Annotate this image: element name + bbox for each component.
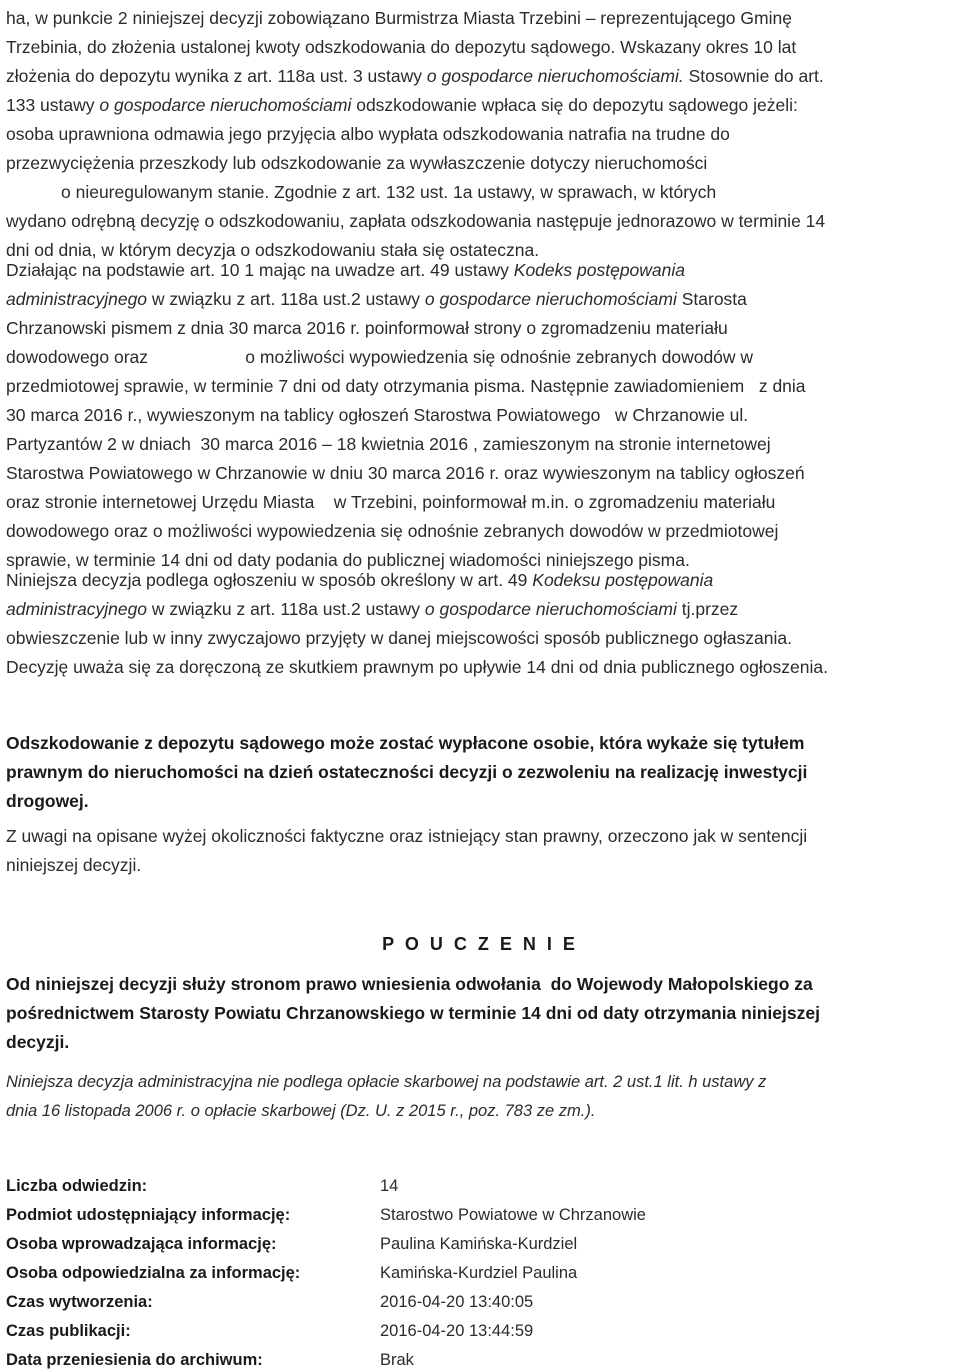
text-line	[6, 6, 792, 30]
text-segment: drogowej.	[6, 791, 89, 811]
metadata-value: Paulina Kamińska-Kurdziel	[380, 1235, 578, 1253]
text-segment: dnia 16 listopada 2006 r. o opłacie skarbowej (Dz. U. z 2015 r., poz. 783 ze zm.).	[6, 1102, 596, 1120]
text-segment: 133 ustawy	[6, 95, 100, 115]
text-line	[6, 597, 738, 621]
text-line	[6, 1001, 820, 1025]
metadata-label: Czas publikacji:	[6, 1322, 131, 1340]
text-segment: Trzebinia, do złożenia ustalonej kwoty odszkodowania do depozytu sądowego. Wskazany okres 10 lat	[6, 37, 797, 57]
text-segment: Niniejsza decyzja administracyjna nie podlega opłacie skarbowej na podstawie art. 2 ust.1 lit. h ustawy z	[6, 1073, 767, 1091]
text-line	[6, 1070, 766, 1094]
text-line	[6, 626, 792, 650]
text-line	[6, 731, 804, 755]
metadata-label: Liczba odwiedzin:	[6, 1177, 148, 1195]
text-segment: przezwyciężenia przeszkody lub odszkodowanie za wywłaszczenie dotyczy nieruchomości	[6, 153, 708, 173]
text-segment: o gospodarce nieruchomościami	[424, 289, 677, 309]
text-segment: o gospodarce nieruchomościami	[99, 95, 352, 115]
text-segment: administracyjnego	[6, 599, 148, 619]
text-line	[6, 93, 798, 117]
text-segment: o nieuregulowanym stanie. Zgodnie z art. 132 ust. 1a ustawy, w sprawach, w których	[61, 182, 717, 202]
text-line	[6, 209, 825, 233]
text-segment: Decyzję uważa się za doręczoną ze skutkiem prawnym po upływie 14 dni od dnia publicznego ogłoszenia.	[6, 657, 828, 677]
text-segment: prawnym do nieruchomości na dzień ostateczności decyzji o zezwoleniu na realizację inwestycji	[6, 762, 808, 782]
text-segment: dni od dnia, w którym decyzja o odszkodowaniu stała się ostateczna.	[6, 240, 540, 260]
text-line	[6, 374, 806, 398]
text-line	[6, 490, 775, 514]
pouczenie-heading: P O U C Z E N I E	[382, 934, 578, 954]
text-line	[6, 789, 89, 813]
text-segment: dowodowego oraz o możliwości wypowiedzenia się odnośnie zebranych dowodów w	[6, 347, 754, 367]
text-segment: w związku z art. 118a ust.2 ustawy	[147, 289, 425, 309]
text-segment: Kodeksu postępowania	[532, 570, 714, 590]
metadata-value: Brak	[380, 1351, 414, 1369]
text-segment: Kodeks postępowania	[513, 260, 686, 280]
text-line	[6, 760, 807, 784]
text-segment: tj.przez	[676, 599, 739, 619]
text-segment: 30 marca 2016 r., wywieszonym na tablicy ogłoszeń Starostwa Powiatowego w Chrzanowie ul.	[6, 405, 749, 425]
text-line	[6, 461, 805, 485]
metadata-value: 2016-04-20 13:44:59	[380, 1322, 534, 1340]
text-segment: Stosownie do art.	[683, 66, 824, 86]
text-segment: obwieszczenie lub w inny zwyczajowo przyjęty w danej miejscowości sposób publicznego ogłaszania.	[6, 628, 792, 648]
text-line	[6, 151, 707, 175]
text-segment: o gospodarce nieruchomościami	[424, 599, 677, 619]
metadata-value: 14	[380, 1177, 399, 1195]
metadata-label: Czas wytworzenia:	[6, 1293, 153, 1311]
text-segment: administracyjnego	[6, 289, 148, 309]
text-segment: sprawie, w terminie 14 dni od daty podania do publicznej wiadomości niniejszego pisma.	[6, 550, 690, 570]
text-segment: przedmiotowej sprawie, w terminie 7 dni od daty otrzymania pisma. Następnie zawiadomieniem z dnia	[6, 376, 806, 396]
text-segment: decyzji.	[6, 1032, 70, 1052]
text-segment: pośrednictwem Starosty Powiatu Chrzanowskiego w terminie 14 dni od daty otrzymania niniejszej	[6, 1003, 820, 1023]
text-line	[6, 345, 753, 369]
text-line	[6, 568, 713, 592]
text-line	[6, 972, 813, 996]
text-segment: Z uwagi na opisane wyżej okoliczności faktyczne oraz istniejący stan prawny, orzeczono jak w sentencji	[6, 826, 808, 846]
metadata-label: Podmiot udostępniający informację:	[6, 1206, 291, 1224]
metadata-value: Kamińska-Kurdziel Paulina	[380, 1264, 578, 1282]
metadata-label: Data przeniesienia do archiwum:	[6, 1351, 263, 1369]
text-segment: odszkodowanie wpłaca się do depozytu sądowego jeżeli:	[351, 95, 798, 115]
text-line	[6, 1099, 595, 1123]
text-line	[6, 316, 728, 340]
text-segment: Działając na podstawie art. 10 1 mając na uwadze art. 49 ustawy	[6, 260, 514, 280]
metadata-value: Starostwo Powiatowe w Chrzanowie	[380, 1206, 646, 1224]
text-segment: Chrzanowski pismem z dnia 30 marca 2016 r. poinformował strony o zgromadzeniu materiału	[6, 318, 728, 338]
text-segment: o gospodarce nieruchomościami.	[426, 66, 684, 86]
text-line	[6, 122, 730, 146]
text-line	[6, 287, 747, 311]
text-segment: Starostwa Powiatowego w Chrzanowie w dniu 30 marca 2016 r. oraz wywieszonym na tablicy ogłoszeń	[6, 463, 805, 483]
text-segment: złożenia do depozytu wynika z art. 118a ust. 3 ustawy	[6, 66, 427, 86]
text-segment: ha, w punkcie 2 niniejszej decyzji zobowiązano Burmistrza Miasta Trzebini – reprezentującego Gminę	[6, 8, 792, 28]
text-segment: oraz stronie internetowej Urzędu Miasta w Trzebini, poinformował m.in. o zgromadzeniu materiału	[6, 492, 776, 512]
text-segment: Odszkodowanie z depozytu sądowego może zostać wypłacone osobie, która wykaże się tytułem	[6, 733, 805, 753]
text-segment: Niniejsza decyzja podlega ogłoszeniu w sposób określony w art. 49	[6, 570, 533, 590]
text-line	[6, 432, 771, 456]
metadata-label: Osoba odpowiedzialna za informację:	[6, 1264, 301, 1282]
text-segment: osoba uprawniona odmawia jego przyjęcia albo wypłata odszkodowania natrafia na trudne do	[6, 124, 730, 144]
text-line	[6, 1030, 69, 1054]
text-line	[6, 519, 778, 543]
text-segment: dowodowego oraz o możliwości wypowiedzenia się odnośnie zebranych dowodów w przedmiotowej	[6, 521, 779, 541]
metadata-value: 2016-04-20 13:40:05	[380, 1293, 534, 1311]
text-segment: niniejszej decyzji.	[6, 855, 142, 875]
text-segment: Partyzantów 2 w dniach 30 marca 2016 – 18 kwietnia 2016 , zamieszonym na stronie internetowej	[6, 434, 771, 454]
text-line	[6, 64, 824, 88]
text-segment: w związku z art. 118a ust.2 ustawy	[147, 599, 425, 619]
text-line	[6, 853, 141, 877]
text-line	[61, 180, 716, 204]
text-segment: Starosta	[676, 289, 747, 309]
text-line	[6, 35, 796, 59]
text-line	[6, 258, 685, 282]
text-line	[6, 655, 828, 679]
text-line	[6, 403, 748, 427]
text-line	[6, 824, 807, 848]
metadata-label: Osoba wprowadzająca informację:	[6, 1235, 277, 1253]
text-segment: Od niniejszej decyzji służy stronom prawo wniesienia odwołania do Wojewody Małopolskiego za	[6, 974, 813, 994]
text-segment: wydano odrębną decyzję o odszkodowaniu, zapłata odszkodowania następuje jednorazowo w terminie 14	[6, 211, 826, 231]
